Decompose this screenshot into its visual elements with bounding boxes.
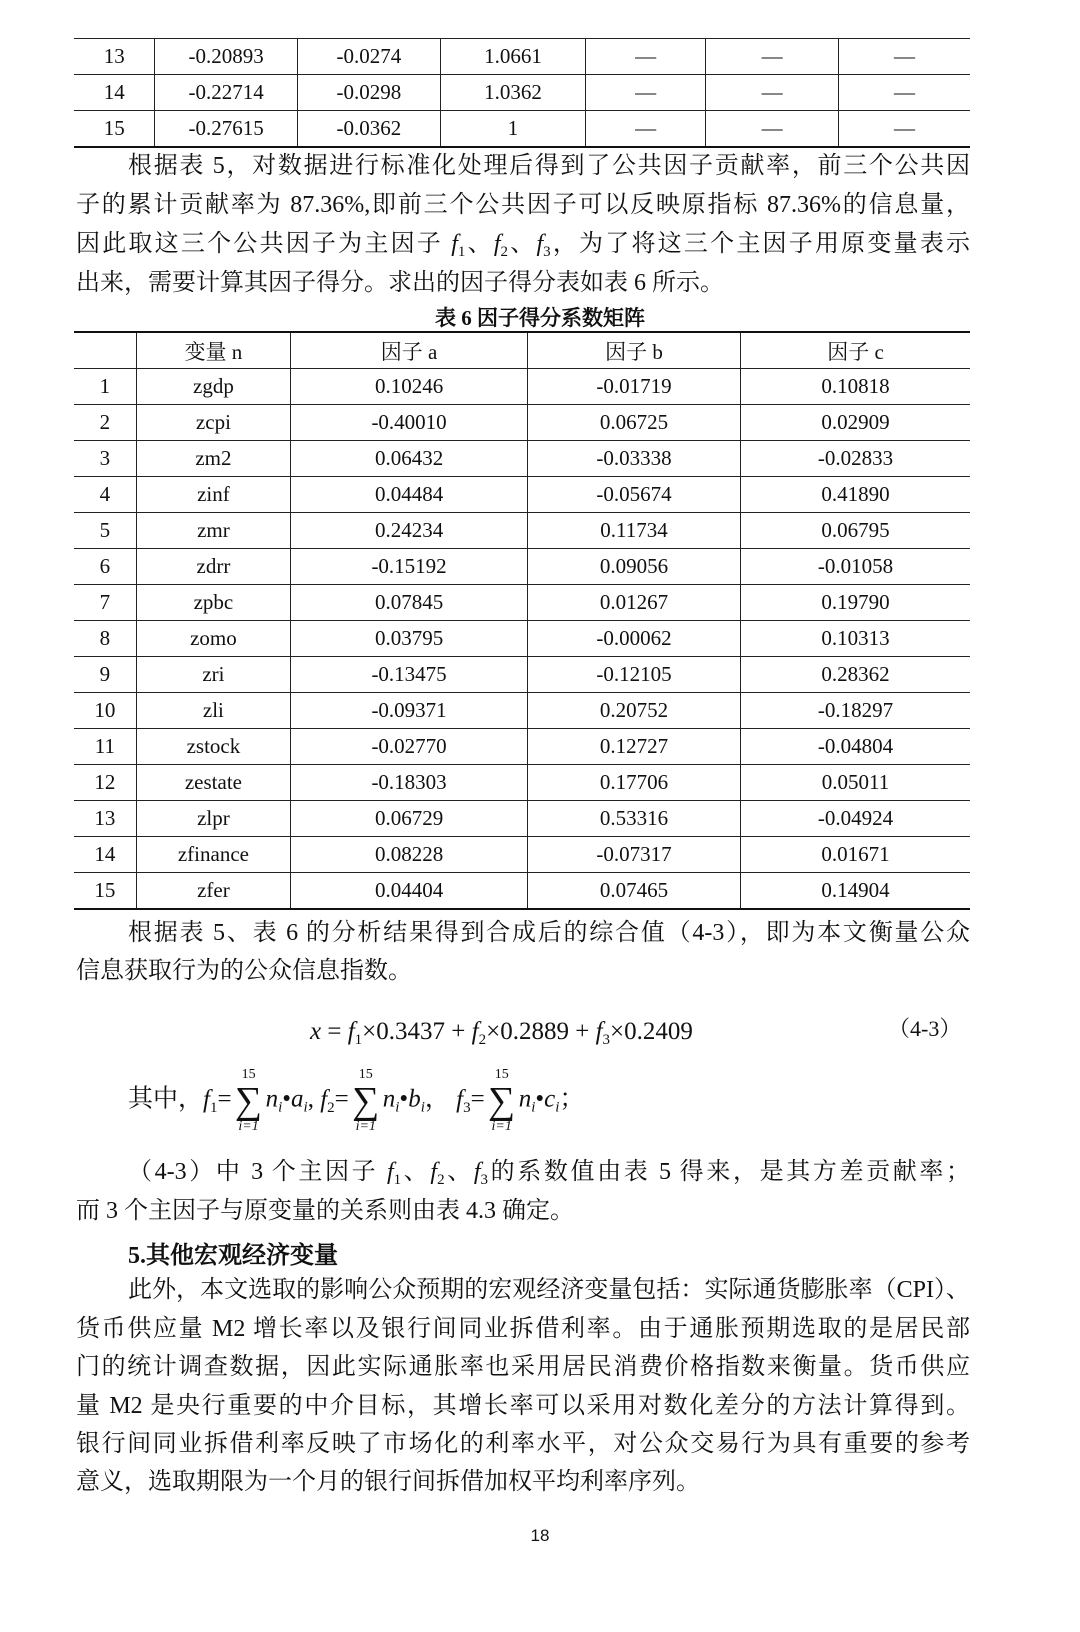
math-symbol (473, 1159, 488, 1188)
table-cell: 0.04484 (291, 477, 528, 513)
table-cell: 0.12727 (528, 729, 741, 765)
text-run: 货币供应量 M2 增长率以及银行间同业拆借利率。由于通胀预期选取的是居民部 (76, 1316, 970, 1342)
text-run: 、 (444, 1159, 474, 1185)
equation-definitions: 其中，$f_1=$ 15 ∑ i=1 $n_i•a_i$, $f_2=$ 15 ∑ i=1 $n_i•b_i$， $f_3=$ 15 ∑ i=1 $n_i•c_i$； (128, 1067, 585, 1134)
text-line (76, 1314, 970, 1344)
lower-limit: i=1 (491, 1119, 512, 1134)
table-cell: -0.04804 (741, 729, 970, 765)
text-line (128, 1275, 970, 1305)
table-row (74, 39, 970, 75)
math-variable: f (595, 1018, 603, 1045)
math-variable: a (291, 1085, 304, 1113)
table-cell: zestate (136, 765, 290, 801)
table-cell: -0.00062 (528, 621, 741, 657)
table-cell: — (586, 111, 706, 148)
text-line (76, 1352, 970, 1382)
table-cell: — (839, 75, 970, 111)
page-number: 18 (530, 1526, 550, 1545)
math-symbol (456, 1085, 471, 1116)
text-line (76, 1391, 970, 1421)
math-symbol (536, 231, 551, 260)
table-cell: 6 (74, 549, 136, 585)
table-cell: zlpr (136, 801, 290, 837)
table-cell: 2 (74, 405, 136, 441)
table-cell: 12 (74, 765, 136, 801)
table-cell: -0.01058 (741, 549, 970, 585)
table-cell: -0.07317 (528, 837, 741, 873)
table-row (74, 549, 970, 585)
table-cell: 0.08228 (291, 837, 528, 873)
equation-4-3: $x = f_1\times 0.3437 + f_2\times 0.2889 + f_3\times 0.2409$ (310, 1018, 693, 1048)
separator: ， (424, 1085, 450, 1113)
subscript: 1 (354, 1032, 363, 1048)
text-run: 门的统计调查数据，因此实际通胀率也采用居民消费价格指数来衡量。货币供应 (76, 1354, 970, 1380)
subscript: 2 (327, 1099, 335, 1116)
math-symbol (430, 1159, 445, 1188)
math-variable: f (430, 1159, 438, 1185)
column-header: 因子 b (528, 332, 741, 369)
text-run: 信息获取行为的公众信息指数。 (76, 958, 412, 984)
subscript: 3 (543, 244, 551, 260)
table-cell: zli (136, 693, 290, 729)
math-variable: f (456, 1085, 464, 1113)
math-variable: f (473, 1159, 481, 1185)
table-cell: 0.06795 (741, 513, 970, 549)
table-cell: 9 (74, 657, 136, 693)
table-cell: 0.10246 (291, 369, 528, 405)
table-cell: -0.0298 (297, 75, 440, 111)
upper-limit: 15 (358, 1067, 373, 1082)
separator: ； (559, 1085, 585, 1113)
text-line (76, 190, 970, 220)
table-cell: — (706, 111, 839, 148)
table-cell: 0.24234 (291, 513, 528, 549)
table-cell: — (839, 111, 970, 148)
table-cell: 1.0362 (440, 75, 585, 111)
table-cell: 0.06725 (528, 405, 741, 441)
table-cell: zinf (136, 477, 290, 513)
table-row (74, 801, 970, 837)
table-row (74, 111, 970, 148)
table-cell: -0.22714 (155, 75, 297, 111)
table-cell: 0.11734 (528, 513, 741, 549)
table-cell: -0.09371 (291, 693, 528, 729)
table-cell: zgdp (136, 369, 290, 405)
summation (487, 1068, 517, 1134)
text-line (76, 268, 970, 298)
separator: , (307, 1085, 314, 1113)
table-cell: zm2 (136, 441, 290, 477)
sigma-icon: ∑ (488, 1080, 516, 1122)
subscript: 2 (478, 1032, 487, 1048)
table-row (74, 585, 970, 621)
coefficient: 0.2889 (500, 1018, 569, 1045)
section-heading: 5.其他宏观经济变量 (128, 1243, 338, 1269)
column-header: 变量 n (136, 332, 290, 369)
math-variable: c (544, 1085, 556, 1113)
text-run: 根据表 5、表 6 的分析结果得到合成后的综合值（4-3），即为本文衡量公众 (128, 920, 970, 946)
table-cell: -0.18303 (291, 765, 528, 801)
text-run: 子的累计贡献率为 87.36%,即前三个公共因子可以反映原指标 87.36%的信息量， (76, 192, 970, 218)
subscript: 3 (480, 1172, 488, 1188)
subscript: i (395, 1099, 400, 1116)
subscript: 3 (463, 1099, 471, 1116)
math-variable: n (382, 1085, 396, 1113)
table-cell: zdrr (136, 549, 290, 585)
equation-number: （4-3） (888, 1016, 962, 1041)
text-run: 此外，本文选取的影响公众预期的宏观经济变量包括：实际通货膨胀率（CPI）、 (128, 1277, 970, 1303)
text-run: 出来，需要计算其因子得分。求出的因子得分表如表 6 所示。 (76, 270, 724, 296)
table-row (74, 405, 970, 441)
table-row (74, 873, 970, 910)
text-run: （4-3）中 3 个主因子 (128, 1159, 387, 1185)
table-row (74, 693, 970, 729)
table-cell: 0.02909 (741, 405, 970, 441)
table-cell: 0.01267 (528, 585, 741, 621)
table-cell: zmr (136, 513, 290, 549)
math-variable: n (265, 1085, 279, 1113)
table-5-continued (74, 38, 970, 148)
text-run: 量 M2 是央行重要的中介目标，其增长率可以采用对数化差分的方法计算得到。 (76, 1393, 970, 1419)
table-cell: — (586, 39, 706, 75)
text-run: 、 (401, 1159, 431, 1185)
math-variable: f (203, 1085, 210, 1113)
table-cell: zri (136, 657, 290, 693)
table-cell: 5 (74, 513, 136, 549)
table-row (74, 621, 970, 657)
table-cell: 13 (74, 39, 155, 75)
text-run: 银行间同业拆借利率反映了市场化的利率水平，对公众交易行为具有重要的参考 (76, 1431, 970, 1457)
table-cell: 0.41890 (741, 477, 970, 513)
lower-limit: i=1 (355, 1119, 376, 1134)
table-cell: 0.06729 (291, 801, 528, 837)
table-cell: 8 (74, 621, 136, 657)
math-symbol (595, 1018, 611, 1048)
table-cell: 10 (74, 693, 136, 729)
table-row (74, 441, 970, 477)
table-row (74, 75, 970, 111)
math-symbol (347, 1018, 363, 1048)
upper-limit: 15 (241, 1067, 256, 1082)
math-symbol (471, 1018, 487, 1048)
table-cell: zpbc (136, 585, 290, 621)
table-cell: 0.20752 (528, 693, 741, 729)
table-cell: 0.28362 (741, 657, 970, 693)
table-cell: 1 (440, 111, 585, 148)
table-cell: 0.07465 (528, 873, 741, 910)
table-cell: zfer (136, 873, 290, 910)
text-run: 根据表 5，对数据进行标准化处理后得到了公共因子贡献率，前三个公共因 (128, 153, 970, 179)
table-cell: 0.53316 (528, 801, 741, 837)
text-line (76, 956, 970, 986)
table-cell: zstock (136, 729, 290, 765)
table-cell: 15 (74, 873, 136, 910)
table-cell: 0.10818 (741, 369, 970, 405)
table-row (74, 369, 970, 405)
table-cell: -0.02833 (741, 441, 970, 477)
table-cell: -0.15192 (291, 549, 528, 585)
table-row (74, 765, 970, 801)
table-cell: zomo (136, 621, 290, 657)
table-cell: 4 (74, 477, 136, 513)
table-cell: 1.0661 (440, 39, 585, 75)
table-cell: 0.10313 (741, 621, 970, 657)
math-variable: f (347, 1018, 355, 1045)
sigma-icon: ∑ (352, 1080, 380, 1122)
table-header-row (74, 332, 970, 369)
table-cell: -0.04924 (741, 801, 970, 837)
column-header: 因子 c (741, 332, 970, 369)
text-run: 意义，选取期限为一个月的银行间拆借加权平均利率序列。 (76, 1469, 700, 1495)
table-cell: -0.05674 (528, 477, 741, 513)
table-cell: zcpi (136, 405, 290, 441)
math-variable: x (310, 1018, 322, 1045)
table-cell: 14 (74, 75, 155, 111)
table-cell: 1 (74, 369, 136, 405)
table-cell: -0.12105 (528, 657, 741, 693)
column-header (74, 332, 136, 369)
column-header: 因子 a (291, 332, 528, 369)
table-cell: 7 (74, 585, 136, 621)
text-run: 因此取这三个公共因子为主因子 (76, 231, 452, 257)
math-variable: f (493, 231, 501, 257)
math-symbol (493, 231, 508, 260)
text-line (128, 151, 970, 181)
coefficient: 0.2409 (624, 1018, 693, 1045)
table-cell: -0.20893 (155, 39, 297, 75)
math-variable: f (386, 1159, 394, 1185)
text-line (76, 1196, 970, 1226)
subscript: 3 (602, 1032, 611, 1048)
table-cell: 0.06432 (291, 441, 528, 477)
table-cell: -0.0274 (297, 39, 440, 75)
math-variable: f (471, 1018, 479, 1045)
subscript: i (531, 1099, 536, 1116)
subscript: 2 (500, 244, 508, 260)
summation (351, 1068, 381, 1134)
math-variable: f (320, 1085, 328, 1113)
math-variable: f (451, 231, 458, 257)
text-line (128, 918, 970, 948)
table-cell: -0.03338 (528, 441, 741, 477)
table-cell: 11 (74, 729, 136, 765)
text-line (76, 1429, 970, 1459)
subscript: 1 (393, 1172, 402, 1188)
subscript: i (303, 1099, 308, 1116)
table-row (74, 729, 970, 765)
table-row (74, 477, 970, 513)
table-cell: -0.18297 (741, 693, 970, 729)
lower-limit: i=1 (238, 1119, 259, 1134)
subscript: 2 (437, 1172, 445, 1188)
text-run: 、 (465, 231, 494, 257)
table-cell: — (586, 75, 706, 111)
table-cell: -0.01719 (528, 369, 741, 405)
text-line (76, 229, 970, 259)
table-6-factor-score-matrix (74, 331, 970, 910)
table-cell: 13 (74, 801, 136, 837)
table-cell: 0.09056 (528, 549, 741, 585)
text-run: 的系数值由表 5 得来，是其方差贡献率； (488, 1159, 971, 1185)
text-line (128, 1157, 970, 1187)
table-cell: 3 (74, 441, 136, 477)
text-line (76, 1467, 970, 1497)
text-run: ，为了将这三个主因子用原变量表示 (550, 231, 971, 257)
subscript: i (420, 1099, 425, 1116)
sigma-icon: ∑ (235, 1080, 263, 1122)
math-variable: b (408, 1085, 421, 1113)
table-cell: -0.0362 (297, 111, 440, 148)
table-6-caption: 表 6 因子得分系数矩阵 (435, 306, 645, 330)
table-cell: 0.14904 (741, 873, 970, 910)
table-cell: 0.19790 (741, 585, 970, 621)
table-row (74, 657, 970, 693)
subscript: i (555, 1099, 560, 1116)
table-cell: -0.02770 (291, 729, 528, 765)
table-cell: — (706, 75, 839, 111)
table-row (74, 513, 970, 549)
subscript: 1 (209, 1099, 218, 1116)
table-cell: -0.40010 (291, 405, 528, 441)
text-run: 、 (508, 231, 537, 257)
coefficient: 0.3437 (376, 1018, 446, 1045)
table-cell: 0.03795 (291, 621, 528, 657)
subscript: 1 (457, 244, 466, 260)
math-variable: f (536, 231, 544, 257)
text-run: 而 3 个主因子与原变量的关系则由表 4.3 确定。 (76, 1198, 574, 1224)
table-cell: -0.27615 (155, 111, 297, 148)
table-row (74, 837, 970, 873)
table-cell: 0.05011 (741, 765, 970, 801)
where-label: 其中， (128, 1085, 204, 1113)
table-cell: 0.17706 (528, 765, 741, 801)
table-cell: -0.13475 (291, 657, 528, 693)
table-cell: 0.07845 (291, 585, 528, 621)
math-variable: n (518, 1085, 532, 1113)
table-cell: — (839, 39, 970, 75)
math-symbol (320, 1085, 335, 1116)
table-cell: 15 (74, 111, 155, 148)
math-symbol (386, 1159, 402, 1188)
summation (234, 1068, 264, 1134)
upper-limit: 15 (494, 1067, 509, 1082)
table-cell: — (706, 39, 839, 75)
math-symbol (451, 231, 466, 260)
table-cell: 0.04404 (291, 873, 528, 910)
table-cell: zfinance (136, 837, 290, 873)
table-cell: 14 (74, 837, 136, 873)
math-symbol (203, 1085, 218, 1116)
table-cell: 0.01671 (741, 837, 970, 873)
subscript: i (278, 1099, 283, 1116)
